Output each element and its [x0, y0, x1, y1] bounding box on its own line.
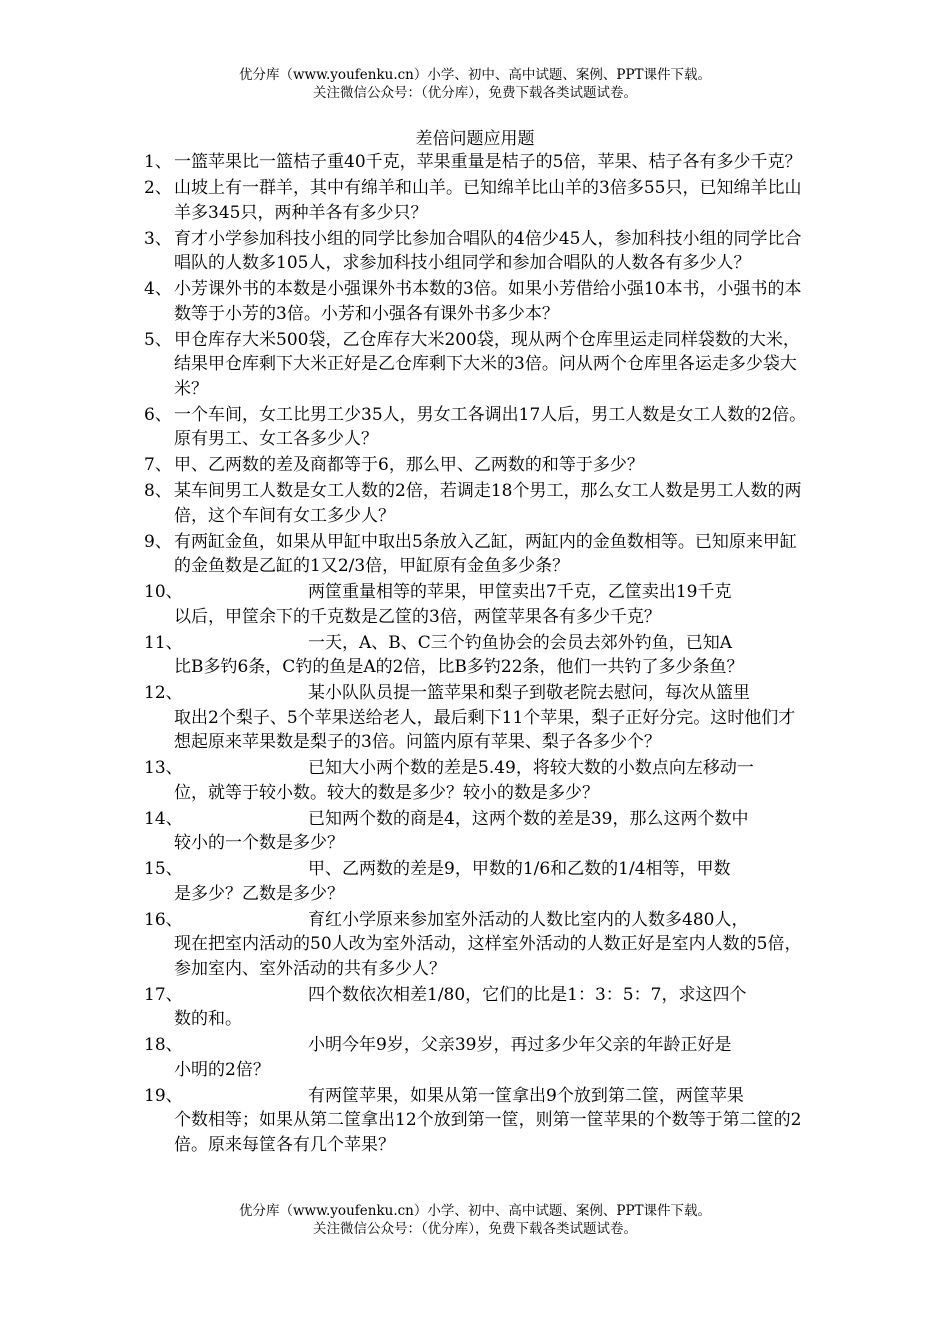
problem-number: 2、: [144, 178, 172, 198]
problem-number: 10、: [144, 582, 183, 602]
problem-number: 13、: [144, 758, 183, 778]
problem-text-first-line: 育红小学原来参加室外活动的人数比室内的人数多480人，: [308, 909, 749, 930]
problem-item: [144, 631, 809, 680]
problem-text-first-line: 某小队队员提一篮苹果和梨子到敬老院去慰问，每次从篮里: [308, 683, 750, 703]
problem-item: [144, 580, 809, 629]
problem-item: [144, 277, 809, 326]
problem-text-continuation: 位，就等于较小数。较大的数是多少？较小的数是多少？: [174, 782, 599, 803]
problem-item: [144, 983, 809, 1032]
problem-number: 8、: [144, 481, 172, 501]
problem-text-continuation: 以后，甲筐余下的千克数是乙筐的3倍，两筐苹果各有多少千克？: [174, 606, 661, 627]
problem-text: 山坡上有一群羊，其中有绵羊和山羊。已知绵羊比山羊的3倍多55只，已知绵羊比山羊多345只，两种羊各有多少只？: [174, 178, 802, 223]
document-title: 差倍问题应用题: [415, 129, 535, 149]
problem-text-first-line: 四个数依次相差1/80，它们的比是1：3：5：7，求这四个: [308, 984, 747, 1005]
problem-text-first-line: 已知大小两个数的差是5.49，将较大数的小数点向左移动一: [308, 758, 754, 778]
problem-item: [144, 857, 809, 906]
problem-text: 育才小学参加科技小组的同学比参加合唱队的4倍少45人，参加科技小组的同学比合唱队的人数多105人，求参加科技小组同学和参加合唱队的人数各有多少人？: [174, 228, 802, 273]
problem-number: 9、: [144, 531, 172, 552]
problem-number: 14、: [144, 808, 183, 829]
header-line-2: 关注微信公众号：（优分库），免费下载各类试题试卷。: [313, 85, 637, 101]
problem-item: [144, 1084, 809, 1158]
problem-text: 甲仓库存大米500袋，乙仓库存大米200袋，现从两个仓库里运走同样袋数的大米，结果甲仓库剩下大米正好是乙仓库剩下大米的3倍。问从两个仓库里各运走多少袋大米？: [174, 329, 800, 399]
problem-item: [144, 908, 809, 982]
problem-text: 小芳课外书的本数是小强课外书本数的3倍。如果小芳借给小强10本书，小强书的本数等于小芳的3倍。小芳和小强各有课外书多少本？: [174, 279, 802, 324]
problem-number: 5、: [144, 329, 172, 350]
problem-text-first-line: 已知两个数的商是4，这两个数的差是39，那么这两个数中: [308, 808, 749, 829]
problem-item: [144, 453, 809, 478]
problem-text-continuation: 较小的一个数是多少？: [174, 833, 344, 853]
problem-item: [144, 403, 809, 452]
problem-text: 一篮苹果比一篮桔子重40千克，苹果重量是桔子的5倍，苹果、桔子各有多少千克？: [174, 152, 802, 172]
problem-text-first-line: 甲、乙两数的差是9，甲数的1/6和乙数的1/4相等，甲数: [308, 859, 731, 879]
problem-text-first-line: 两筐重量相等的苹果，甲筐卖出7千克，乙筐卖出19千克: [308, 582, 732, 602]
page-header: [0, 66, 950, 102]
problem-item: [144, 1033, 809, 1082]
problem-text-continuation: 是多少？乙数是多少？: [174, 883, 344, 904]
problem-text-first-line: 小明今年9岁，父亲39岁，再过多少年父亲的年龄正好是: [308, 1035, 732, 1055]
problem-number: 17、: [144, 984, 183, 1005]
problem-number: 16、: [144, 909, 183, 930]
problem-text-first-line: 有两筐苹果，如果从第一筐拿出9个放到第二筐，两筐苹果: [308, 1085, 744, 1106]
problem-item: [144, 530, 809, 579]
footer-line-1: 优分库（www.youfenku.cn）小学、初中、高中试题、案例、PPT课件下载。: [238, 1203, 712, 1219]
problem-number: 19、: [144, 1085, 183, 1106]
problem-text-continuation: 现在把室内活动的50人改为室外活动，这样室外活动的人数正好是室内人数的5倍，参加室内、室外活动的共有多少人？: [174, 934, 802, 979]
problem-item: [144, 681, 809, 755]
problem-text-continuation: 个数相等；如果从第二筐拿出12个放到第一筐，则第一筐苹果的个数等于第二筐的2倍。原来每筐各有几个苹果？: [174, 1110, 802, 1155]
problem-item: [144, 479, 809, 528]
problem-number: 11、: [144, 632, 183, 653]
problem-number: 15、: [144, 859, 183, 879]
header-line-1: 优分库（www.youfenku.cn）小学、初中、高中试题、案例、PPT课件下载。: [238, 67, 712, 83]
problem-item: [144, 227, 809, 276]
problem-list: [144, 150, 809, 1159]
footer-line-2: 关注微信公众号：（优分库），免费下载各类试题试卷。: [313, 1221, 637, 1237]
problem-item: [144, 328, 809, 402]
problem-text: 某车间男工人数是女工人数的2倍，若调走18个男工，那么女工人数是男工人数的两倍，这个车间有女工多少人？: [174, 481, 802, 526]
problem-text-continuation: 数的和。: [174, 1009, 242, 1029]
problem-text-first-line: 一天，A、B、C三个钓鱼协会的会员去郊外钓鱼，已知A: [308, 632, 733, 653]
problem-number: 6、: [144, 404, 172, 425]
problem-number: 7、: [144, 455, 172, 475]
problem-number: 18、: [144, 1035, 183, 1055]
problem-item: [144, 150, 809, 175]
problem-number: 4、: [144, 279, 172, 299]
problem-text-continuation: 取出2个梨子、5个苹果送给老人，最后剩下11个苹果，梨子正好分完。这时他们才想起原来苹果数是梨子的3倍。问篮内原有苹果、梨子各多少个？: [174, 707, 796, 752]
problem-text-continuation: 小明的2倍？: [174, 1059, 270, 1080]
problem-number: 3、: [144, 228, 172, 249]
problem-item: [144, 756, 809, 805]
problem-item: [144, 176, 809, 225]
problem-number: 12、: [144, 683, 183, 703]
problem-text-continuation: 比B多钓6条，C钓的鱼是A的2倍，比B多钓22条，他们一共钓了多少条鱼？: [174, 657, 744, 677]
problem-number: 1、: [144, 152, 172, 172]
page-footer: [0, 1202, 950, 1238]
problem-item: [144, 807, 809, 856]
problem-text: 一个车间，女工比男工少35人，男女工各调出17人后，男工人数是女工人数的2倍。原有男工、女工各多少人？: [174, 404, 807, 449]
problem-text: 甲、乙两数的差及商都等于6，那么甲、乙两数的和等于多少？: [174, 455, 644, 475]
problem-text: 有两缸金鱼，如果从甲缸中取出5条放入乙缸，两缸内的金鱼数相等。已知原来甲缸的金鱼数是乙缸的1又2/3倍，甲缸原有金鱼多少条？: [174, 531, 797, 576]
